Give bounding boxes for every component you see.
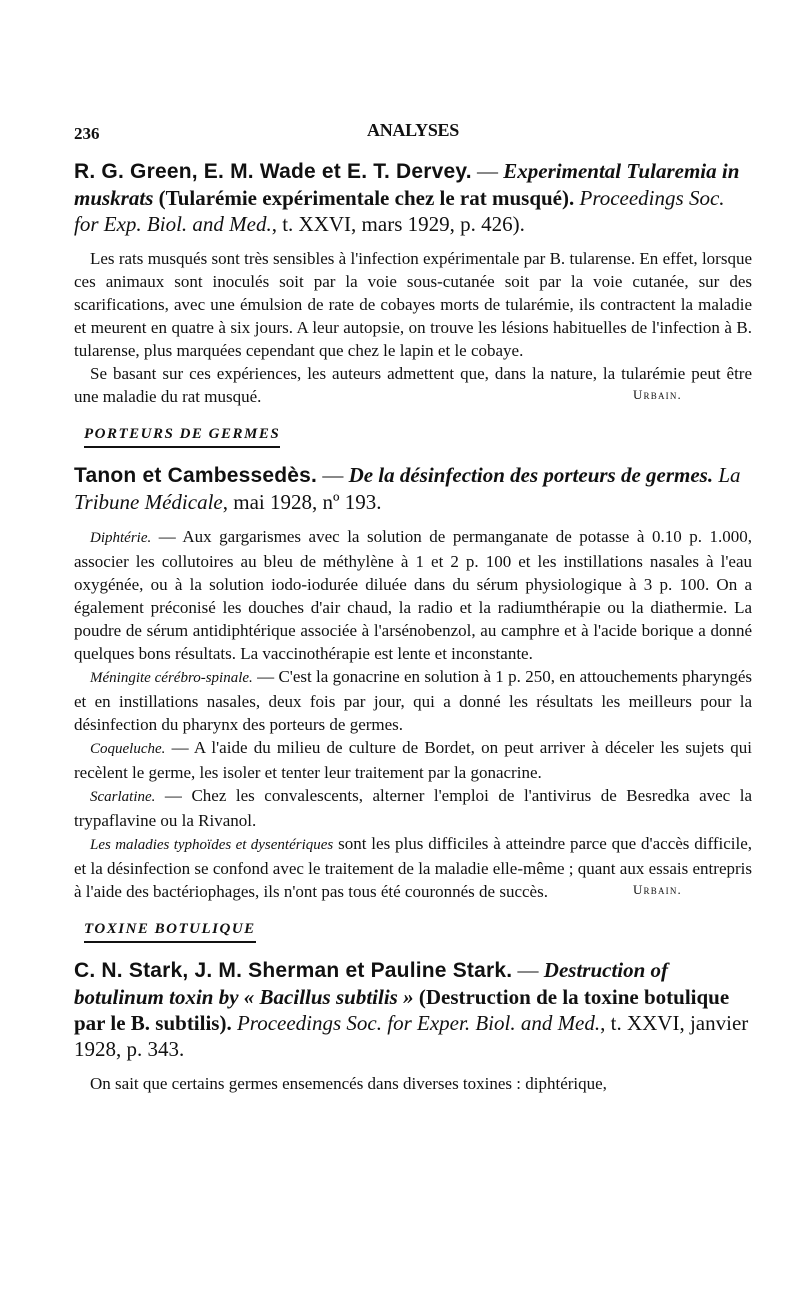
paragraph-text: — Chez les convalescents, alterner l'emploi de l'antivirus de Besredka avec la trypaflavine ou la Rivanol. xyxy=(74,786,752,830)
article2-paragraph-scarlatine xyxy=(74,784,752,832)
paragraph-lead: Coqueluche. xyxy=(90,741,166,757)
paragraph-text: — A l'aide du milieu de culture de Bordet, on peut arriver à déceler les sujets qui recèlent le germe, les isoler et tenter leur traitement par la gonacrine. xyxy=(74,738,752,782)
article3-citation: , t. XXVI, janvier 1928, p. 343. xyxy=(74,1011,749,1061)
section-heading-porteurs: PORTEURS DE GERMES xyxy=(84,426,280,448)
article2-paragraph-coqueluche xyxy=(74,736,752,784)
running-title: ANALYSES xyxy=(367,120,459,140)
article1-citation: , t. XXVI, mars 1929, p. 426). xyxy=(271,212,525,236)
article2-signature: Urbain. xyxy=(632,882,682,897)
article1-title-en: Experimental Tularemia in muskrats xyxy=(74,159,740,210)
article1-authors: R. G. Green, E. M. Wade et E. T. Dervey. xyxy=(74,160,472,183)
paragraph-lead: Scarlatine. xyxy=(90,789,156,805)
article2-paragraph-meningite xyxy=(74,665,752,736)
article2-title: De la désinfection des porteurs de germes. xyxy=(348,463,714,487)
paragraph-text: — C'est la gonacrine en solution à 1 p. 250, en attouchements pharyngés et en instillations nasales, deux fois par jour, qui a donné les résultats les meilleurs pour la désinfection du pharynx des porteurs de germes. xyxy=(74,667,753,734)
article2-dash: — xyxy=(317,463,349,487)
article2-reference xyxy=(74,462,752,515)
article1-reference xyxy=(74,158,752,237)
article1-paragraph1: Les rats musqués sont très sensibles à l'infection expérimentale par B. tularense. En effet, lorsque ces animaux sont inoculés soit par la voie sous-cutanée soit par la voie cutanée, sur des scarifications, avec une émulsion de rate de cobayes morts de tularémie, ils contractent la maladie et meurent en quatre à six jours. A leur autopsie, on trouve les lésions habituelles de l'infection à B. tularense, plus marquées cependant que chez le lapin et le cobaye. xyxy=(74,249,752,360)
running-header xyxy=(74,118,752,148)
article2-authors: Tanon et Cambessedès. xyxy=(74,464,318,487)
article3-title-en: Destruction of botulinum toxin by « Bacillus subtilis » xyxy=(74,958,669,1009)
paragraph-lead: Méningite cérébro-spinale. xyxy=(90,670,253,686)
paragraph-lead: Les maladies typhoïdes et dysentériques xyxy=(90,837,334,853)
article2-paragraph-diphterie xyxy=(74,525,752,665)
article3-paragraph1: On sait que certains germes ensemencés dans diverses toxines : diphtérique, xyxy=(90,1074,607,1093)
section-heading-toxine: TOXINE BOTULIQUE xyxy=(84,921,256,943)
article1-signature: Urbain. xyxy=(632,387,682,402)
article3-title-fr: (Destruction de la toxine botulique par le B. subtilis). xyxy=(74,985,730,1035)
paragraph-text: sont les plus difficiles à atteindre parce que d'accès difficile, et la désinfection se confond avec le traitement de la maladie elle-même ; quant aux essais entrepris à l'aide des bactériophages, ils n'ont pas tous été couronnés de succès. xyxy=(74,834,753,901)
article2-citation: , mai 1928, nº 193. xyxy=(222,490,382,514)
article1-title-fr: (Tularémie expérimentale chez le rat musqué). xyxy=(158,186,575,210)
paragraph-lead: Diphtérie. xyxy=(90,530,152,546)
article3-authors: C. N. Stark, J. M. Sherman et Pauline Stark. xyxy=(74,959,513,982)
article3-journal: Proceedings Soc. for Exper. Biol. and Med. xyxy=(236,1011,601,1035)
paragraph-text: — Aux gargarismes avec la solution de permanganate de potasse à 0.10 p. 1.000, associer les collutoires au bleu de méthylène à 1 et 2 p. 100 et les instillations nasales à l'eau oxygénée, ou à la solution iodo-iodurée diluée dans du sérum physiologique à 3 p. 100. On a également préconisé les douches d'air chaud, la radio et la radiumthérapie ou la diathermie. La poudre de sérum antidiphtérique associée à l'arsénobenzol, au camphre et à l'acide borique a donné quelques bons résultats. La vaccinothérapie est lente et inconstante. xyxy=(74,527,752,663)
article3-reference xyxy=(74,957,752,1062)
article1-dash: — xyxy=(471,159,504,183)
article1-paragraph2: Se basant sur ces expériences, les auteurs admettent que, dans la nature, la tularémie peut être une maladie du rat musqué. xyxy=(74,364,752,406)
page-number: 236 xyxy=(74,124,100,143)
article2-journal: La Tribune Médicale xyxy=(74,463,741,514)
article1-journal: Proceedings Soc. for Exp. Biol. and Med. xyxy=(74,186,725,236)
article3-dash: — xyxy=(512,958,544,982)
